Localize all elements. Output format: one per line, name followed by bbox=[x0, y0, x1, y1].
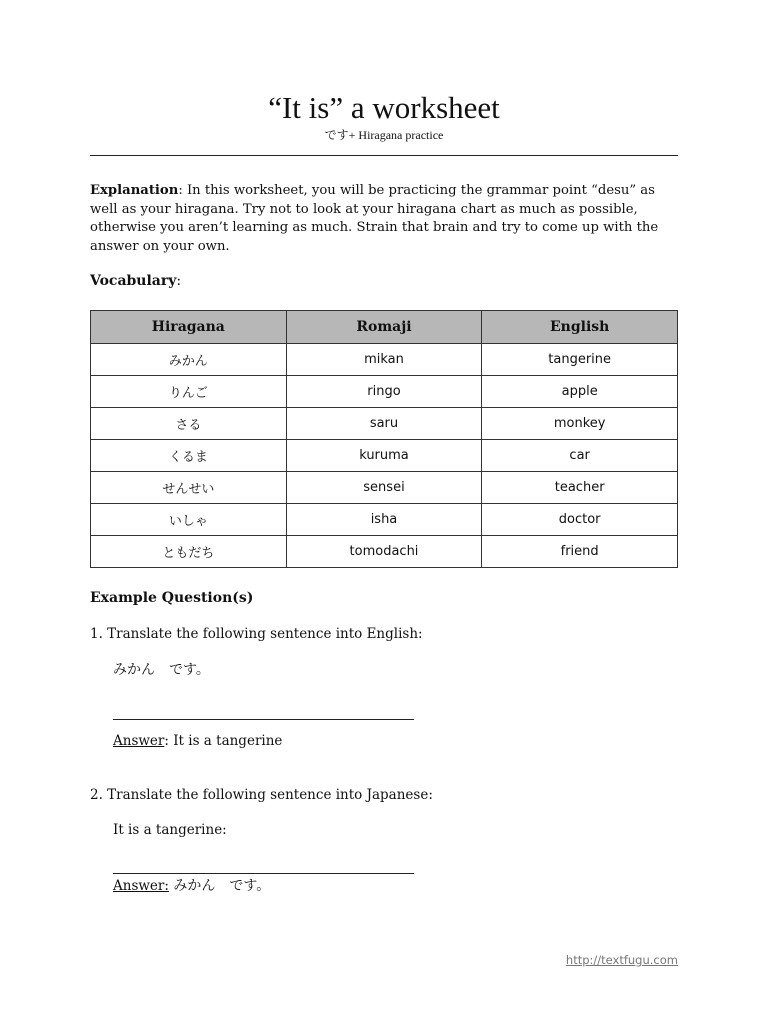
table-header-row bbox=[91, 311, 678, 344]
romaji-cell: ringo bbox=[286, 376, 482, 408]
english-cell: tangerine bbox=[482, 344, 678, 376]
question-1-answer-line bbox=[113, 719, 414, 720]
explanation-label: Explanation bbox=[90, 183, 179, 198]
hiragana-cell: くるま bbox=[91, 440, 287, 472]
title-divider bbox=[90, 155, 678, 156]
english-cell: teacher bbox=[482, 472, 678, 504]
english-cell: monkey bbox=[482, 408, 678, 440]
romaji-cell: sensei bbox=[286, 472, 482, 504]
question-2-sentence: It is a tangerine: bbox=[113, 822, 227, 838]
question-2-answer bbox=[113, 877, 270, 895]
question-1-prompt: 1. Translate the following sentence into English: bbox=[90, 626, 423, 642]
explanation-text: In this worksheet, you will be practicing the grammar point “desu” as well as your hiragana. Try not to look at your hiragana chart as much as possible, otherwise you aren’t learning as much. Strain that brain and try to come up with the answer on your own. bbox=[90, 183, 659, 254]
table-row bbox=[91, 504, 678, 536]
table-row bbox=[91, 440, 678, 472]
romaji-cell: isha bbox=[286, 504, 482, 536]
table-row bbox=[91, 344, 678, 376]
vocabulary-heading-colon: : bbox=[176, 273, 182, 289]
question-2-prompt: 2. Translate the following sentence into Japanese: bbox=[90, 787, 433, 803]
vocabulary-heading-text: Vocabulary bbox=[90, 273, 177, 289]
hiragana-cell: さる bbox=[91, 408, 287, 440]
hiragana-cell: いしゃ bbox=[91, 504, 287, 536]
question-2-answer-text: みかん です。 bbox=[168, 878, 271, 894]
question-1-sentence: みかん です。 bbox=[113, 662, 210, 678]
column-header-english: English bbox=[482, 311, 678, 344]
question-1-answer-text: : It is a tangerine bbox=[164, 733, 283, 749]
english-cell: apple bbox=[482, 376, 678, 408]
example-questions-heading: Example Question(s) bbox=[90, 590, 254, 606]
vocabulary-table bbox=[90, 310, 678, 568]
english-cell: car bbox=[482, 440, 678, 472]
vocabulary-heading bbox=[90, 272, 181, 290]
page-subtitle: です+ Hiragana practice bbox=[324, 128, 444, 142]
english-cell: doctor bbox=[482, 504, 678, 536]
hiragana-cell: みかん bbox=[91, 344, 287, 376]
romaji-cell: mikan bbox=[286, 344, 482, 376]
romaji-cell: tomodachi bbox=[286, 536, 482, 568]
romaji-cell: saru bbox=[286, 408, 482, 440]
column-header-romaji: Romaji bbox=[286, 311, 482, 344]
question-1-answer-label: Answer bbox=[113, 733, 165, 749]
hiragana-cell: ともだち bbox=[91, 536, 287, 568]
hiragana-cell: りんご bbox=[91, 376, 287, 408]
table-row bbox=[91, 408, 678, 440]
column-header-hiragana: Hiragana bbox=[91, 311, 287, 344]
explanation-separator: : bbox=[178, 183, 187, 198]
romaji-cell: kuruma bbox=[286, 440, 482, 472]
hiragana-cell: せんせい bbox=[91, 472, 287, 504]
question-2-answer-label: Answer: bbox=[113, 878, 169, 894]
table-row bbox=[91, 376, 678, 408]
footer-website-link[interactable]: http://textfugu.com bbox=[565, 953, 678, 967]
table-row bbox=[91, 472, 678, 504]
question-2-answer-line bbox=[113, 873, 414, 874]
question-1-answer bbox=[113, 732, 282, 750]
english-cell: friend bbox=[482, 536, 678, 568]
page-title: “It is” a worksheet bbox=[268, 90, 500, 125]
explanation-paragraph bbox=[90, 182, 678, 256]
table-row bbox=[91, 536, 678, 568]
